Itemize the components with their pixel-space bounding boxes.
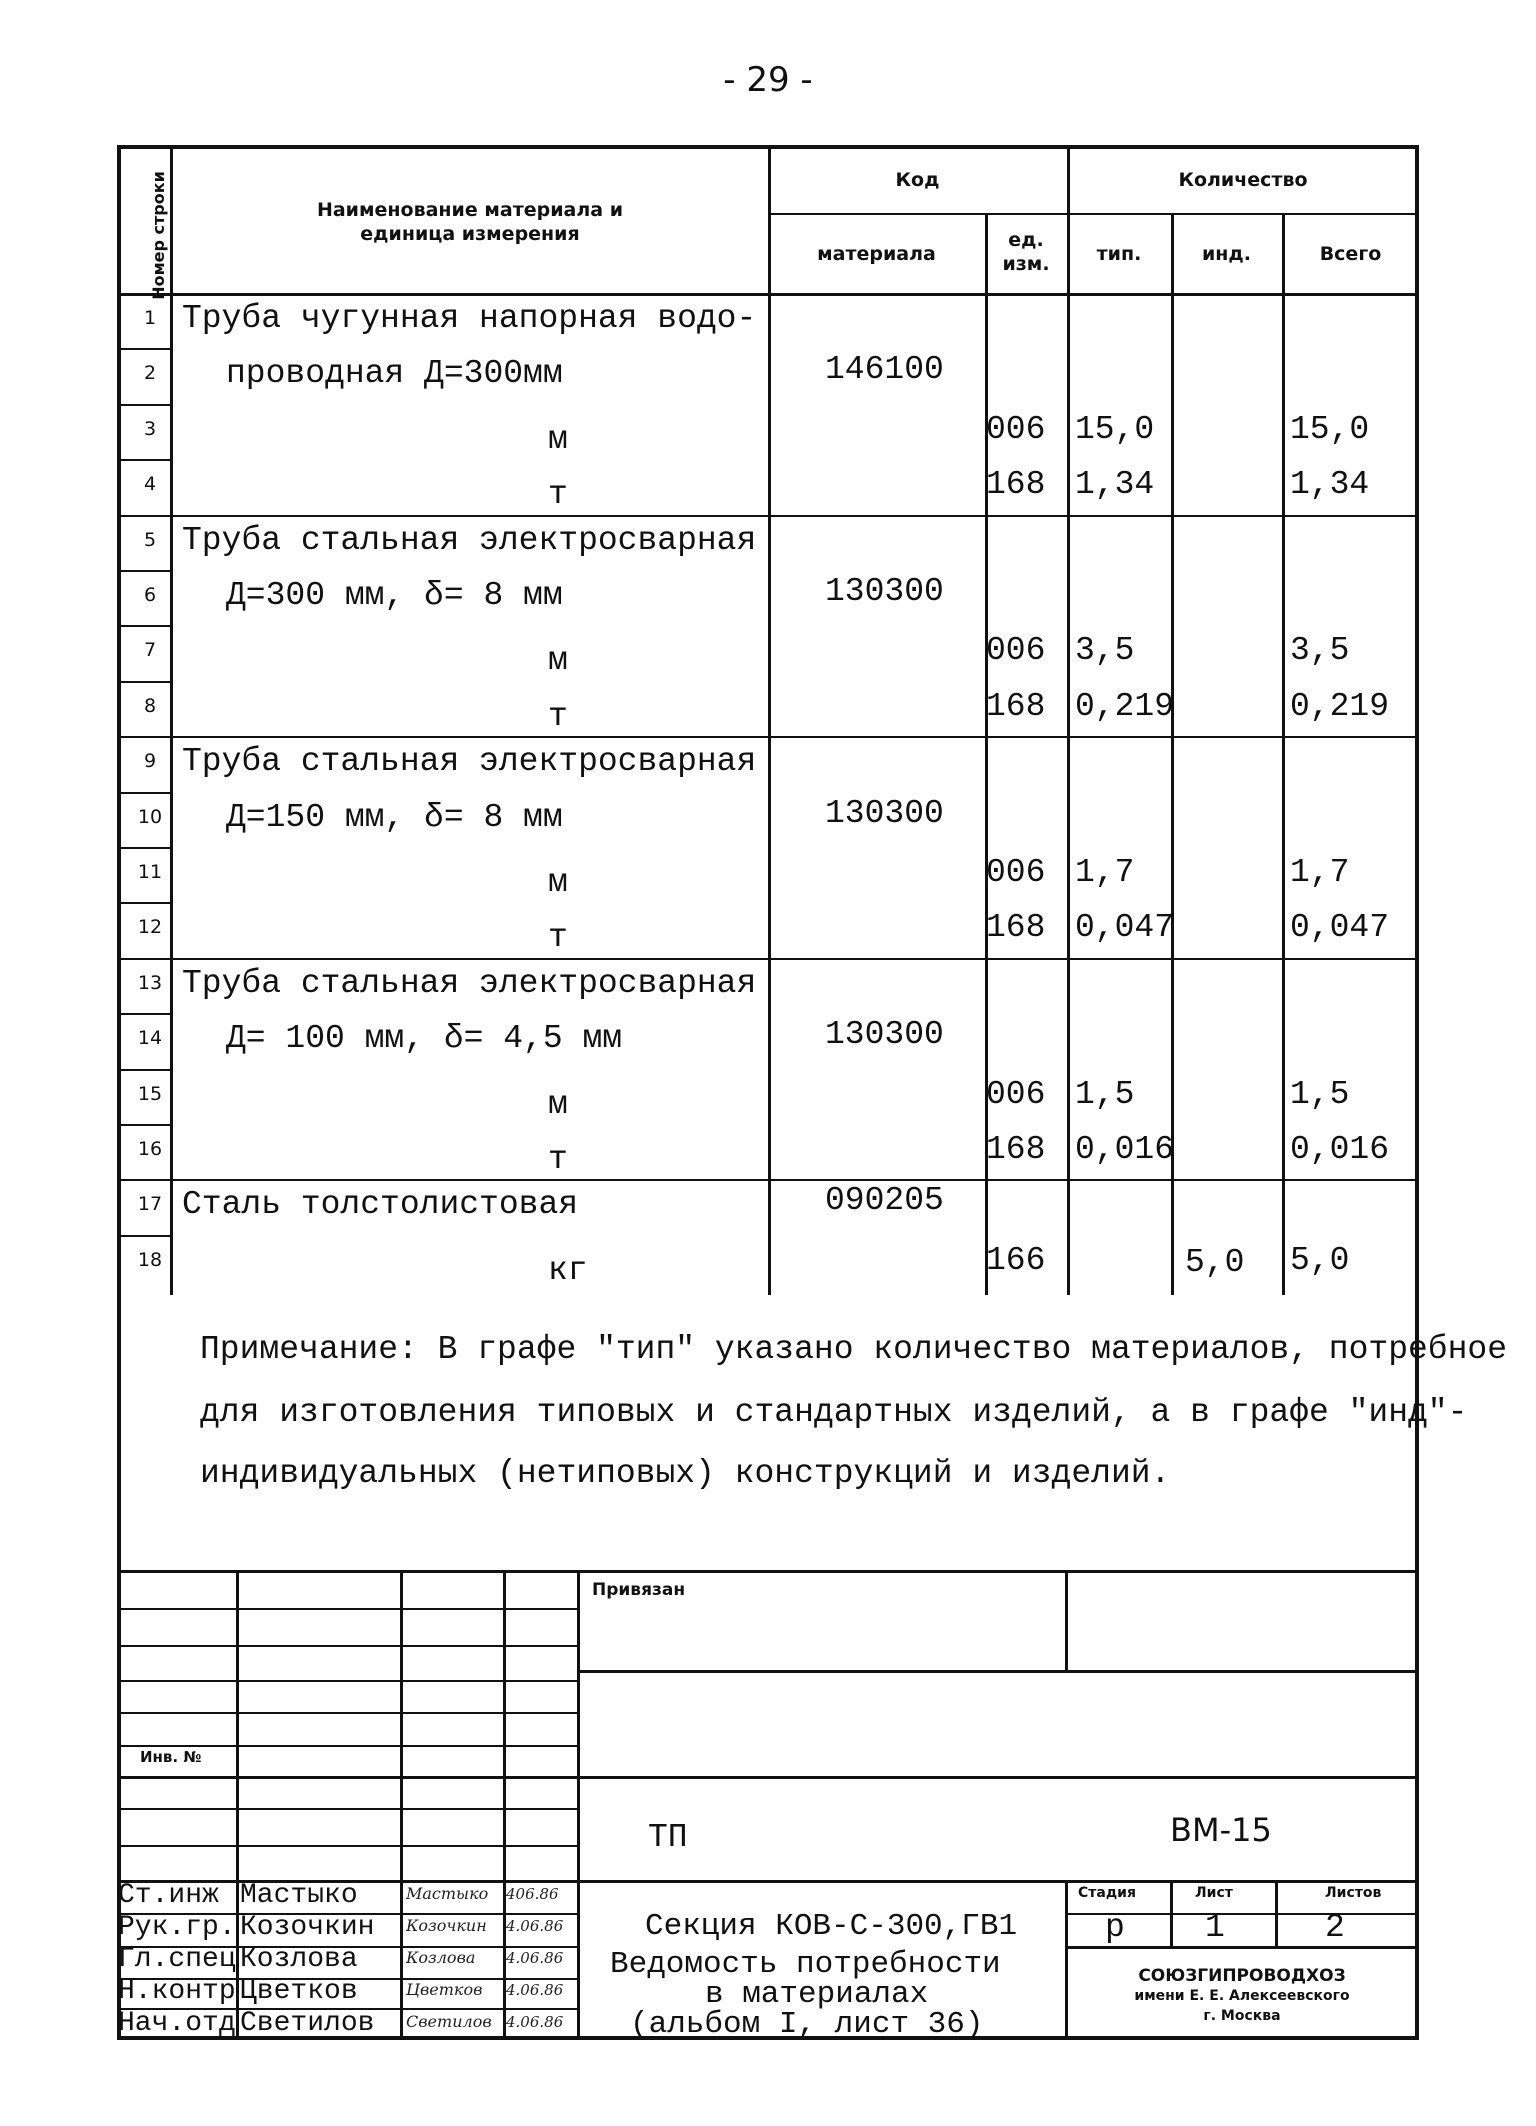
title-line: в материалах: [705, 1977, 929, 2012]
row-number: 1: [143, 307, 157, 329]
name-header: Наименование материала и единица измерения: [316, 199, 624, 245]
signature-date: 4.06.86: [506, 1981, 564, 1999]
table-row: [0, 459, 1536, 514]
table-row: [0, 570, 1536, 625]
signer-role: Нач.отд: [118, 2008, 236, 2039]
unit-code: 166: [986, 1241, 1046, 1279]
org-line: имени Е. Е. Алексеевского: [1134, 1988, 1350, 2004]
stamp-rule: [117, 1845, 577, 1847]
row-number: 15: [137, 1082, 163, 1105]
quantity-header: Количество: [1178, 169, 1308, 191]
signature: Козлова: [406, 1948, 476, 1967]
quantity-total: 15,0: [1290, 410, 1370, 448]
unit-header: ед. изм.: [1002, 229, 1050, 275]
note-line: Примечание: В графе "тип" указано количество материалов, потребное: [200, 1331, 1508, 1368]
table-row: [0, 1069, 1536, 1124]
table-row: [0, 625, 1536, 680]
org-name: СОЮЗГИПРОВОДХОЗ: [1138, 1966, 1346, 1986]
signature-row: [0, 2008, 600, 2040]
stamp-rule: [117, 1680, 577, 1682]
material-name: м: [548, 420, 568, 458]
row-number: 2: [143, 362, 157, 385]
signature: Мастыко: [406, 1884, 489, 1903]
signer-name: Козлова: [240, 1944, 358, 1975]
note-line: для изготовления типовых и стандартных изделий, а в графе "инд"-: [200, 1394, 1468, 1431]
row-number: 9: [143, 750, 157, 773]
material-name: т: [548, 476, 568, 514]
table-row: [0, 847, 1536, 902]
row-number: 17: [137, 1193, 163, 1216]
title-line: Секция КОВ-С-300,ГВ1: [645, 1909, 1018, 1944]
material-code: 090205: [825, 1182, 944, 1220]
title-line: Ведомость потребности: [610, 1947, 1001, 1982]
unit-code: 006: [986, 1075, 1046, 1113]
table-row: [0, 736, 1536, 791]
sheet-value: 1: [1205, 1909, 1225, 1946]
quantity-typ: 1,7: [1075, 854, 1135, 891]
page-number: - 29 -: [723, 60, 813, 100]
row-number: 3: [143, 417, 157, 440]
row-number: 16: [137, 1138, 163, 1160]
quantity-typ: 3,5: [1075, 632, 1135, 670]
table-row: [0, 792, 1536, 847]
material-name: Труба чугунная напорная водо-: [182, 300, 757, 337]
row-number-header: Номер строки: [148, 171, 168, 300]
row-number: 12: [137, 916, 163, 939]
material-code: 130300: [825, 794, 944, 832]
sheets-label: Листов: [1325, 1885, 1382, 1901]
row-number: 11: [137, 861, 163, 883]
quantity-total: 0,047: [1290, 909, 1390, 947]
quantity-typ: 1,5: [1075, 1075, 1135, 1113]
total-header: Всего: [1319, 243, 1382, 265]
table-row: [0, 1179, 1536, 1234]
signer-name: Светилов: [240, 2008, 375, 2039]
signature-date: 406.86: [506, 1885, 559, 1903]
material-code: 130300: [825, 1016, 944, 1054]
quantity-total: 0,016: [1290, 1131, 1390, 1168]
material-name: т: [548, 697, 568, 735]
row-number: 14: [137, 1027, 163, 1050]
table-row: [0, 958, 1536, 1013]
quantity-typ: 0,047: [1075, 909, 1175, 947]
stamp-rule: [117, 1645, 577, 1647]
signer-role: Рук.гр.: [118, 1912, 236, 1943]
table-row: [0, 404, 1536, 459]
header-mid-rule: [768, 213, 1419, 215]
quantity-total: 1,7: [1290, 854, 1350, 891]
material-name: т: [548, 919, 568, 957]
material-name: Д=150 мм, δ= 8 мм: [226, 798, 563, 836]
title-line: (альбом I, лист 36): [630, 2007, 984, 2042]
row-number: 10: [137, 805, 163, 828]
material-name: кг: [548, 1251, 588, 1289]
tp-label: ТП: [648, 1819, 688, 1856]
stamp-top-rule: [117, 1570, 1419, 1573]
stamp-rule: [117, 1745, 577, 1747]
code-header: Код: [895, 169, 940, 191]
quantity-total: 5,0: [1290, 1241, 1350, 1279]
unit-code: 006: [986, 854, 1046, 891]
table-row: [0, 902, 1536, 957]
stamp-rule: [117, 1808, 577, 1810]
row-number: 4: [143, 473, 157, 496]
table-row: [0, 293, 1536, 348]
material-code: 146100: [825, 351, 944, 389]
unit-code: 168: [986, 1131, 1046, 1168]
unit-code: 006: [986, 410, 1046, 448]
material-name: Сталь толстолистовая: [182, 1186, 579, 1224]
unit-code: 168: [986, 687, 1046, 725]
bound-label: Привязан: [592, 1580, 686, 1600]
note-line: индивидуальных (нетиповых) конструкций и изделий.: [200, 1455, 1171, 1492]
quantity-total: 1,34: [1290, 466, 1370, 504]
stamp-rule: [580, 1670, 1419, 1673]
row-number: 5: [143, 528, 157, 551]
material-name: м: [548, 864, 568, 901]
table-row: [0, 1124, 1536, 1179]
inv-number-label: Инв. №: [140, 1748, 202, 1766]
ind-header: инд.: [1201, 243, 1251, 265]
quantity-total: 0,219: [1290, 687, 1390, 725]
org-city: г. Москва: [1203, 2008, 1281, 2024]
sheets-value: 2: [1325, 1909, 1345, 1946]
table-row: [0, 515, 1536, 570]
quantity-ind: 5,0: [1185, 1243, 1245, 1281]
table-row: [0, 348, 1536, 403]
row-number: 18: [137, 1248, 163, 1271]
signer-name: Мастыко: [240, 1880, 358, 1911]
stamp-rule: [1170, 1880, 1173, 1946]
material-code: 130300: [825, 573, 944, 610]
table-row: [0, 1235, 1536, 1290]
signer-name: Цветков: [240, 1976, 358, 2007]
signer-role: Ст.инж: [118, 1880, 219, 1911]
material-name: Труба стальная электросварная: [182, 964, 757, 1002]
stamp-rule: [117, 1712, 577, 1714]
material-name: проводная Д=300мм: [226, 355, 563, 393]
signature: Козочкин: [406, 1916, 487, 1935]
signature-date: 4.06.86: [506, 1917, 564, 1935]
signature: Светилов: [406, 2012, 492, 2031]
stamp-rule: [117, 1776, 1419, 1779]
material-name: м: [548, 1085, 568, 1123]
signature: Цветков: [406, 1980, 483, 1999]
unit-code: 168: [986, 466, 1046, 504]
signature-date: 4.06.86: [506, 2013, 564, 2031]
document-code: ВМ-15: [1170, 1811, 1272, 1849]
signer-role: Н.контр: [118, 1976, 236, 2007]
material-header: материала: [817, 243, 936, 265]
typ-header: тип.: [1096, 243, 1142, 265]
table-row: [0, 681, 1536, 736]
quantity-typ: 0,219: [1075, 687, 1175, 725]
stamp-rule: [117, 1608, 577, 1610]
material-name: Труба стальная электросварная: [182, 521, 757, 559]
stamp-rule: [1275, 1880, 1278, 1946]
table-row: [0, 1013, 1536, 1068]
row-number: 6: [143, 584, 157, 606]
material-name: Д=300 мм, δ= 8 мм: [226, 577, 563, 614]
quantity-total: 3,5: [1290, 632, 1350, 670]
signature-date: 4.06.86: [506, 1949, 564, 1967]
quantity-total: 1,5: [1290, 1075, 1350, 1113]
unit-code: 006: [986, 632, 1046, 670]
stage-label: Стадия: [1078, 1885, 1136, 1901]
material-name: Д= 100 мм, δ= 4,5 мм: [226, 1020, 623, 1058]
quantity-typ: 0,016: [1075, 1131, 1175, 1168]
signer-role: Гл.спец: [118, 1944, 236, 1975]
material-name: м: [548, 642, 568, 680]
material-name: т: [548, 1141, 568, 1178]
row-number: 7: [143, 639, 157, 662]
quantity-typ: 1,34: [1075, 466, 1155, 504]
sheet-label: Лист: [1195, 1885, 1233, 1901]
unit-code: 168: [986, 909, 1046, 947]
row-number: 8: [143, 694, 157, 717]
signer-name: Козочкин: [240, 1912, 375, 1943]
row-number: 13: [137, 971, 163, 994]
stage-value: р: [1105, 1909, 1125, 1946]
stamp-rule: [1065, 1570, 1068, 1670]
quantity-typ: 15,0: [1075, 410, 1155, 448]
material-name: Труба стальная электросварная: [182, 743, 757, 781]
